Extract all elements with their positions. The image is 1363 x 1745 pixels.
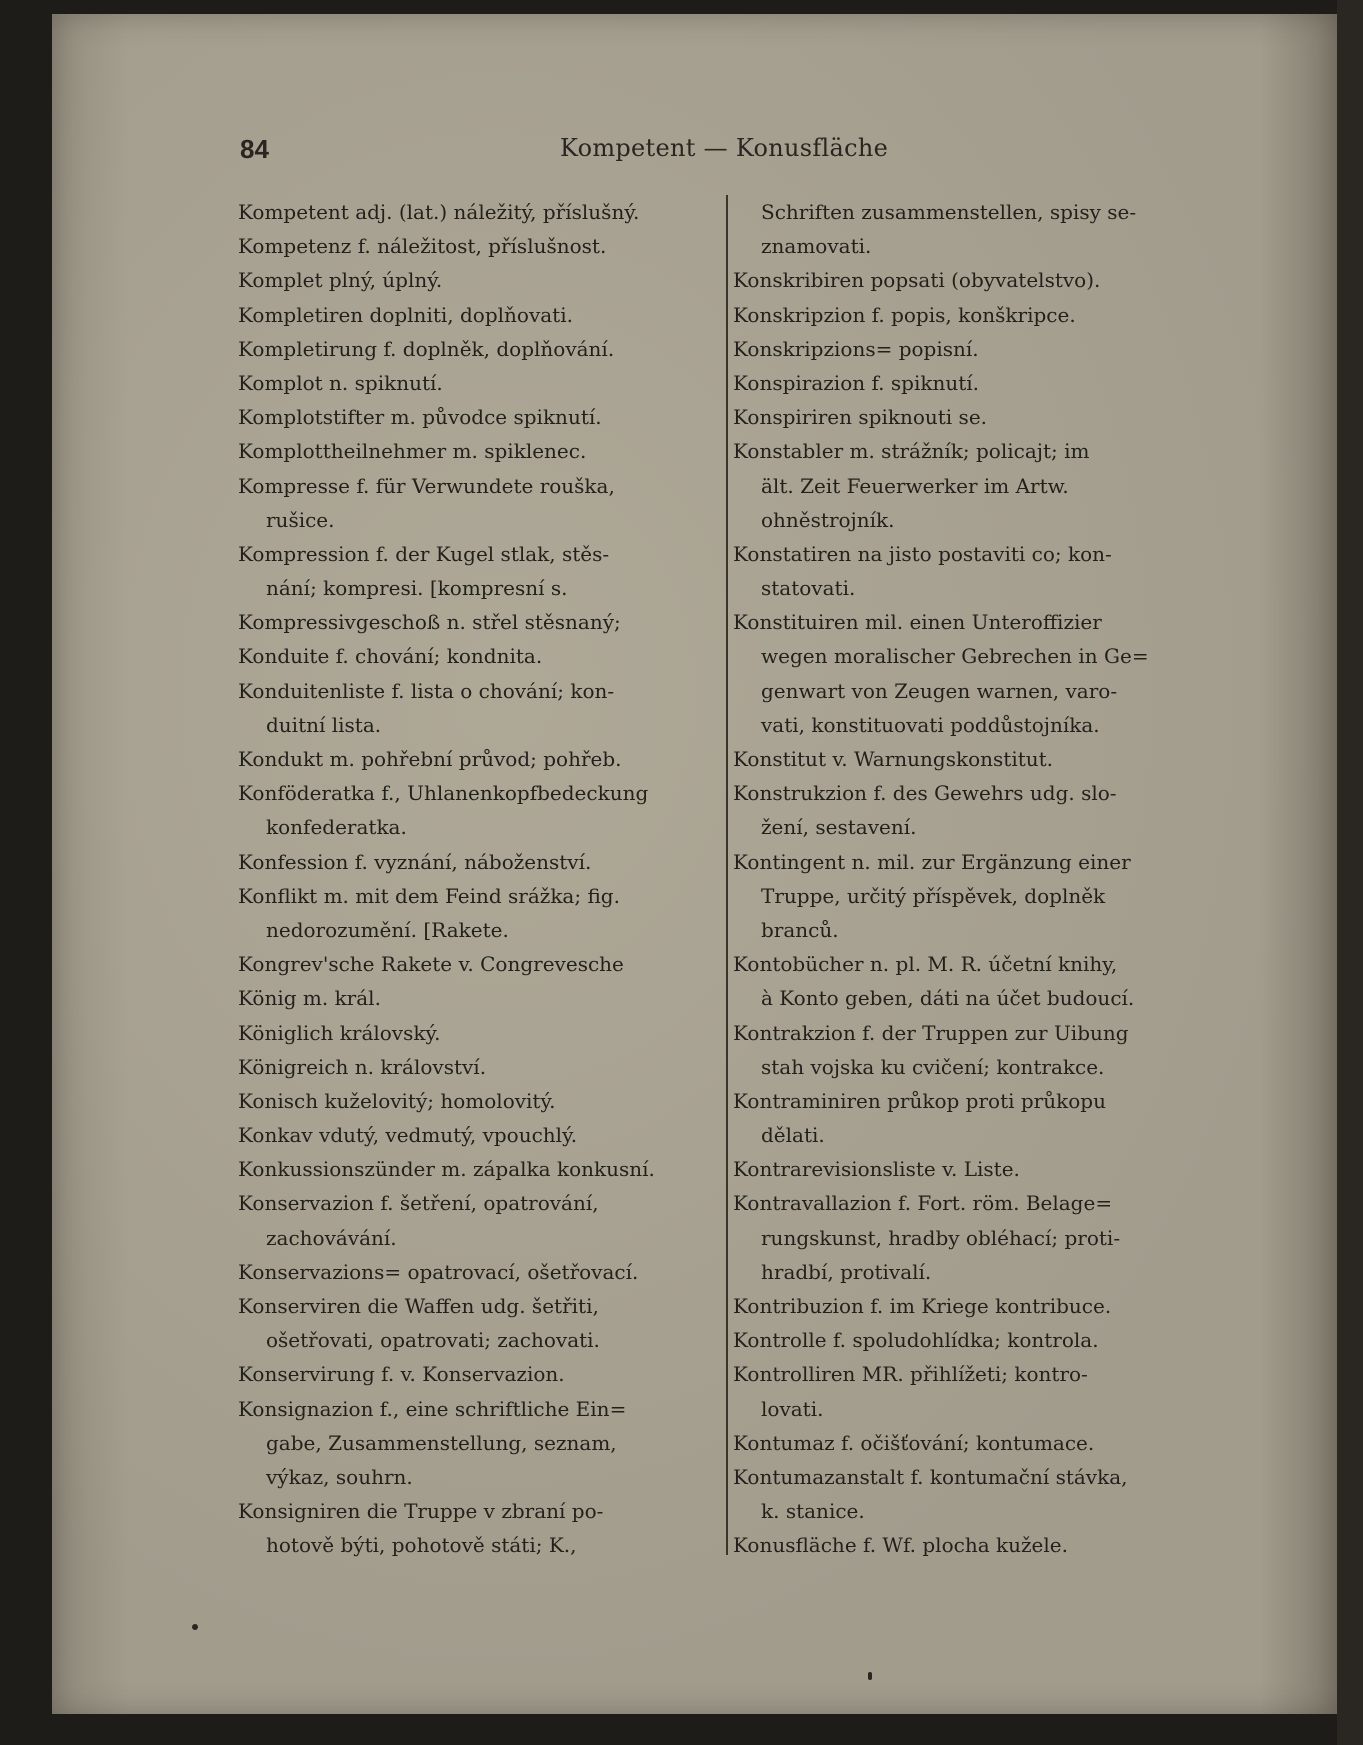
dictionary-line: Konstitut v. Warnungskonstitut.: [733, 747, 1054, 771]
page-number: 84: [240, 134, 269, 164]
running-head: Kompetent — Konusfläche: [560, 134, 889, 162]
dictionary-line: Kompetenz f. náležitost, příslušnost.: [238, 234, 607, 259]
dictionary-line: Konskripzion f. popis, konškripce.: [733, 302, 1076, 327]
page-header: [240, 130, 1240, 174]
dictionary-line: Königlich královský.: [238, 1020, 441, 1045]
dictionary-line: Konservazion f. šetření, opatrování,: [238, 1191, 599, 1216]
dictionary-line: Komplet plný, úplný.: [238, 268, 443, 293]
dictionary-line: Konföderatka f., Uhlanenkopfbedeckung: [238, 781, 649, 806]
column-divider: [726, 195, 728, 1555]
dictionary-line: wegen moralischer Gebrechen in Ge=: [761, 644, 1149, 669]
dictionary-line: Truppe, určitý příspěvek, doplněk: [761, 883, 1106, 908]
dictionary-line: gabe, Zusammenstellung, seznam,: [266, 1430, 617, 1455]
dictionary-line: stah vojska ku cvičení; kontrakce.: [761, 1054, 1105, 1079]
dictionary-line: Kompression f. der Kugel stlak, stěs-: [238, 541, 610, 566]
dictionary-line: Komplotstifter m. původce spiknutí.: [238, 405, 602, 430]
dictionary-line: Konstabler m. strážník; policajt; im: [733, 439, 1090, 464]
dictionary-line: statovati.: [761, 576, 856, 601]
dictionary-line: Kontobücher n. pl. M. R. účetní knihy,: [733, 952, 1118, 977]
dictionary-line: Komplottheilnehmer m. spiklenec.: [238, 439, 587, 464]
dictionary-line: Konstrukzion f. des Gewehrs udg. slo-: [733, 781, 1117, 806]
dictionary-line: Königreich n. království.: [238, 1054, 487, 1079]
book-spine-edge: [1337, 0, 1363, 1745]
dictionary-line: Konserviren die Waffen udg. šetřiti,: [238, 1294, 599, 1318]
dictionary-line: branců.: [761, 917, 839, 942]
dictionary-line: duitní lista.: [266, 712, 382, 737]
dictionary-line: Kongrev'sche Rakete v. Congrevesche: [238, 952, 624, 977]
dictionary-line: Konstatiren na jisto postaviti co; kon-: [733, 541, 1112, 566]
dictionary-line: Konusfläche f. Wf. plocha kužele.: [733, 1533, 1068, 1558]
dictionary-line: hotově býti, pohotově státi; K.,: [266, 1533, 577, 1558]
ink-speck: [868, 1672, 872, 1680]
dictionary-line: nedorozumění. [Rakete.: [266, 917, 509, 942]
dictionary-line: rungskunst, hradby obléhací; proti-: [761, 1225, 1121, 1250]
dictionary-line: Konskribiren popsati (obyvatelstvo).: [733, 268, 1101, 293]
dictionary-line: dělati.: [761, 1123, 825, 1148]
dictionary-line: nání; kompresi. [kompresní s.: [266, 576, 568, 601]
dictionary-line: König m. král.: [238, 986, 381, 1011]
dictionary-line: Konservirung f. v. Konservazion.: [238, 1362, 565, 1387]
dictionary-line: Kontrolliren MR. přihlížeti; kontro-: [733, 1362, 1088, 1387]
right-column: [733, 195, 1213, 1563]
dictionary-line: rušice.: [266, 507, 335, 532]
dictionary-line: Konspiriren spiknouti se.: [733, 405, 988, 430]
dictionary-line: Konduite f. chování; kondnita.: [238, 644, 543, 669]
dictionary-line: Konstituiren mil. einen Unteroffizier: [733, 610, 1102, 635]
dictionary-line: výkaz, souhrn.: [266, 1464, 413, 1489]
dictionary-line: Konsignazion f., eine schriftliche Ein=: [238, 1396, 627, 1421]
dictionary-line: Komplot n. spiknutí.: [238, 370, 443, 395]
dictionary-line: Kontraminiren průkop proti průkopu: [733, 1088, 1106, 1113]
dictionary-line: Konservazions= opatrovací, ošetřovací.: [238, 1259, 639, 1284]
dictionary-line: hradbí, protivalí.: [761, 1259, 932, 1284]
dictionary-line: ohněstrojník.: [761, 507, 895, 532]
dictionary-line: Kontrolle f. spoludohlídka; kontrola.: [733, 1328, 1099, 1353]
dictionary-line: Kontravallazion f. Fort. röm. Belage=: [733, 1191, 1113, 1216]
dictionary-line: Kontumazanstalt f. kontumační stávka,: [733, 1464, 1128, 1489]
dictionary-line: Konkussionszünder m. zápalka konkusní.: [238, 1157, 655, 1182]
dictionary-line: Kompetent adj. (lat.) náležitý, příslušný.: [238, 200, 640, 224]
dictionary-line: Konskripzions= popisní.: [733, 336, 979, 361]
dictionary-line: znamovati.: [761, 234, 872, 259]
dictionary-line: à Konto geben, dáti na účet budoucí.: [761, 986, 1135, 1011]
dictionary-line: ošetřovati, opatrovati; zachovati.: [266, 1328, 600, 1353]
dictionary-line: zachovávání.: [266, 1225, 397, 1250]
dictionary-line: Kontingent n. mil. zur Ergänzung einer: [733, 849, 1131, 874]
dictionary-line: žení, sestavení.: [761, 815, 917, 840]
dictionary-line: Kompressivgeschoß n. střel stěsnaný;: [238, 610, 621, 635]
dictionary-line: Konisch kuželovitý; homolovitý.: [238, 1088, 556, 1113]
dictionary-line: lovati.: [761, 1396, 824, 1421]
dictionary-line: Kompresse f. für Verwundete rouška,: [238, 473, 615, 498]
dictionary-line: genwart von Zeugen warnen, varo-: [761, 678, 1118, 703]
dictionary-line: Kontrakzion f. der Truppen zur Uibung: [733, 1020, 1129, 1045]
dictionary-line: k. stanice.: [761, 1499, 865, 1524]
dictionary-line: vati, konstituovati poddůstojníka.: [761, 712, 1100, 737]
dictionary-line: konfederatka.: [266, 815, 407, 840]
dictionary-line: Schriften zusammenstellen, spisy se-: [761, 200, 1137, 224]
dictionary-line: Kontribuzion f. im Kriege kontribuce.: [733, 1294, 1112, 1318]
dictionary-line: Konfession f. vyznání, náboženství.: [238, 849, 592, 874]
dictionary-line: Konduitenliste f. lista o chování; kon-: [238, 678, 615, 703]
dictionary-line: Kontrarevisionsliste v. Liste.: [733, 1157, 1020, 1182]
dictionary-line: Konflikt m. mit dem Feind srážka; fig.: [238, 883, 620, 908]
dictionary-line: Konsigniren die Truppe v zbraní po-: [238, 1499, 604, 1524]
dictionary-line: ält. Zeit Feuerwerker im Artw.: [761, 473, 1069, 498]
left-column: [238, 195, 718, 1563]
dictionary-line: Kondukt m. pohřební průvod; pohřeb.: [238, 747, 622, 771]
ink-speck: [192, 1624, 198, 1630]
dictionary-line: Konkav vdutý, vedmutý, vpouchlý.: [238, 1123, 578, 1148]
dictionary-line: Konspirazion f. spiknutí.: [733, 370, 980, 395]
dictionary-line: Kompletiren doplniti, doplňovati.: [238, 302, 573, 327]
dictionary-line: Kompletirung f. doplněk, doplňování.: [238, 336, 615, 361]
dictionary-line: Kontumaz f. očišťování; kontumace.: [733, 1430, 1095, 1455]
